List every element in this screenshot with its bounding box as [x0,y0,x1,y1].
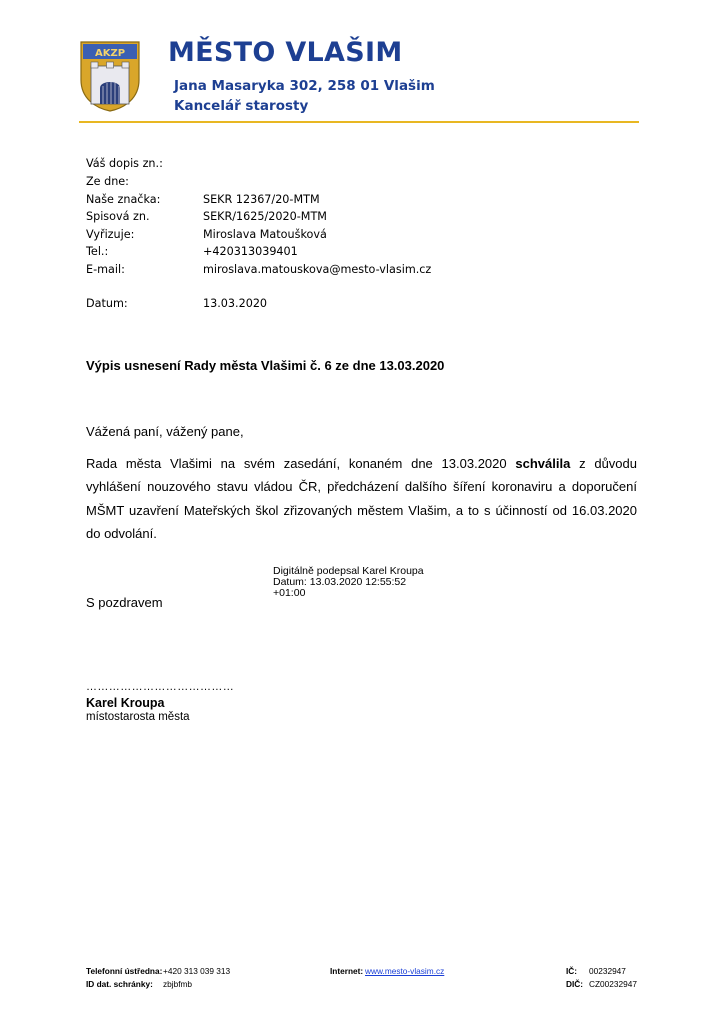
digital-signature-line2: Datum: 13.03.2020 12:55:52 [273,576,407,588]
ref-value-file-no: SEKR/1625/2020-MTM [203,210,327,223]
footer-ic-label: IČ: [566,966,578,976]
body-text-end: z důvodu vyhlášení nouzového stavu vládou ČR, předcházení dalšího šíření koronaviru a doporučení MŠMT uzavření Mateřských škol zřizovaných městem Vlašim, a to s účinností od 16.03.2020 do odvolání. [86,456,637,541]
ref-value-handler: Miroslava Matoušková [203,228,327,241]
signer-role: místostarosta města [86,711,190,723]
ref-label-your-letter: Váš dopis zn.: [86,157,163,170]
city-crest-logo [79,40,141,112]
ref-value-date: 13.03.2020 [203,297,268,310]
body-text-start: Rada města Vlašimi na svém zasedání, konaném dne 13.03.2020 [86,456,516,471]
signature-line: ………………………………… [86,681,235,693]
crest-lettering: AKZP [94,48,126,59]
digital-signature-line3: +01:00 [273,587,306,599]
footer-ic-value: 00232947 [589,966,626,976]
office-name: Kancelář starosty [174,98,309,114]
footer-dic-value: CZ00232947 [589,979,637,989]
ref-label-date-of: Ze dne: [86,175,129,188]
footer-phone-value: +420 313 039 313 [163,966,231,976]
ref-label-file-no: Spisová zn. [86,210,150,223]
letter-greeting: Vážená paní, vážený pane, [86,424,244,439]
footer-internet-label: Internet: [330,966,364,976]
footer-databox-value: zbjbfmb [163,979,193,989]
ref-value-email: miroslava.matouskova@mesto-vlasim.cz [203,263,432,276]
footer-dic-label: DIČ: [566,979,584,989]
city-address: Jana Masaryka 302, 258 01 Vlašim [174,78,435,94]
ref-label-phone: Tel.: [86,245,109,258]
letter-closing: S pozdravem [86,595,163,610]
footer-phone-label: Telefonní ústředna: [86,966,163,976]
digital-signature [273,566,424,599]
ref-label-date: Datum: [86,297,128,310]
letter-body [86,452,637,545]
ref-label-our-ref: Naše značka: [86,193,161,206]
ref-label-email: E-mail: [86,263,125,276]
signer-name: Karel Kroupa [86,696,165,710]
footer-databox-label: ID dat. schránky: [86,979,153,989]
ref-value-our-ref: SEKR 12367/20-MTM [203,193,320,206]
city-title: MĚSTO VLAŠIM [168,37,403,68]
body-text-bold: schválila [515,456,571,471]
ref-value-phone: +420313039401 [203,245,298,258]
digital-signature-line1: Digitálně podepsal Karel Kroupa [273,565,424,577]
letter-subject: Výpis usnesení Rady města Vlašimi č. 6 ze dne 13.03.2020 [86,358,445,373]
ref-label-handler: Vyřizuje: [86,228,135,241]
footer-website-link[interactable]: www.mesto-vlasim.cz [365,966,445,976]
header-divider [79,121,639,123]
